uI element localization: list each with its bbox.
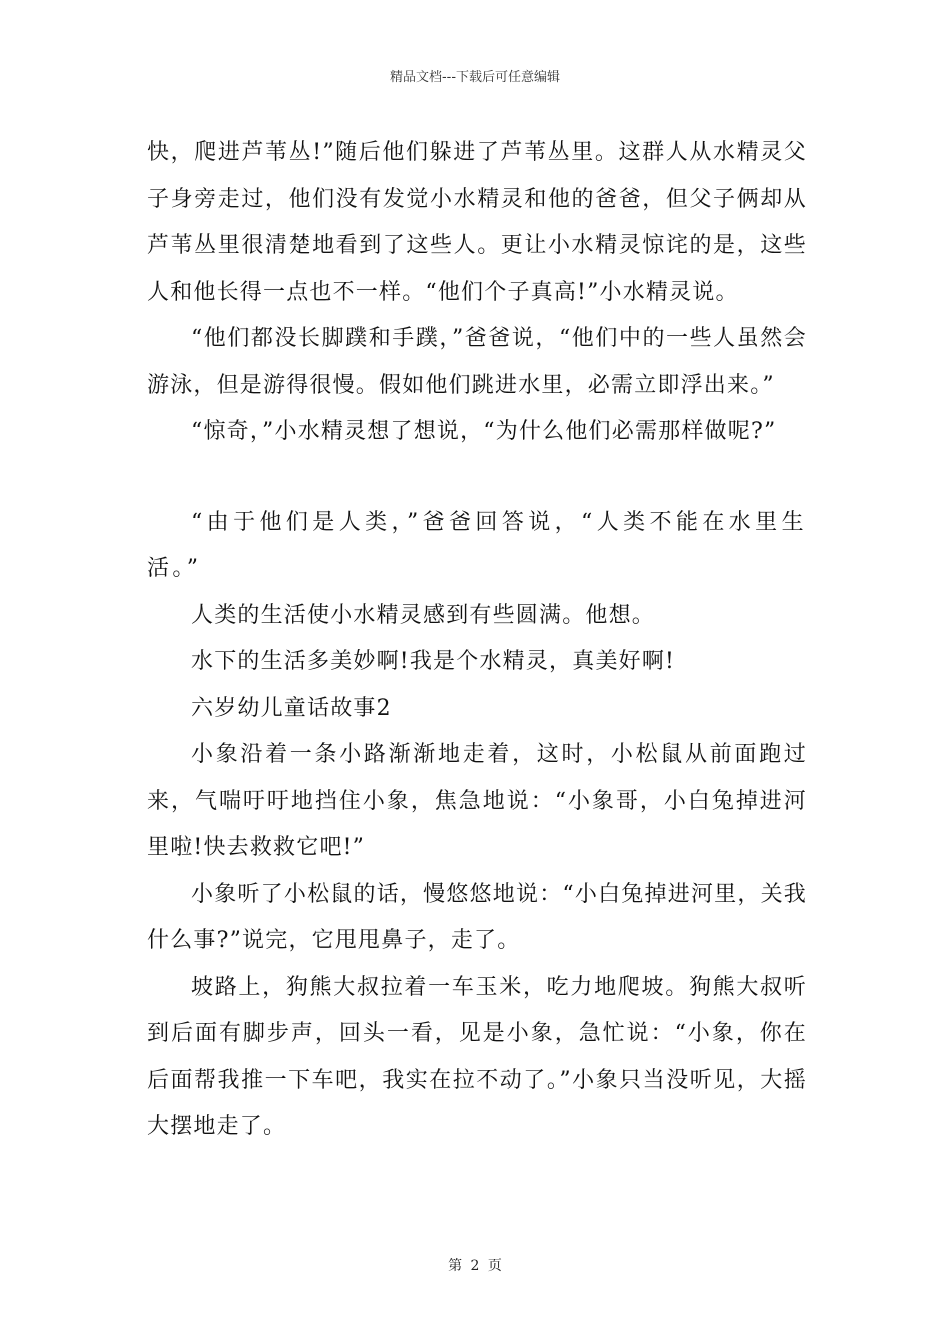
- paragraph-3: “惊奇，”小水精灵想了想说，“为什么他们必需那样做呢?”: [191, 419, 777, 444]
- document-body: [147, 130, 807, 1151]
- paragraph-2: “他们都没长脚蹼和手蹼，”爸爸说，“他们中的一些人虽然会游泳，但是游得很慢。假如他们跳进水里，必需立即浮出来。”: [147, 326, 807, 398]
- paragraph-5: 人类的生活使小水精灵感到有些圆满。他想。: [191, 602, 656, 628]
- section-heading: 六岁幼儿童话故事2: [191, 695, 392, 721]
- paragraph-9: 坡路上，狗熊大叔拉着一车玉米，吃力地爬坡。狗熊大叔听到后面有脚步声，回头一看，见是小象，急忙说：“小象，你在后面帮我推一下车吧，我实在拉不动了。”小象只当没听见，大摇大摆地走了。: [147, 974, 807, 1139]
- paragraph-8: 小象听了小松鼠的话，慢悠悠地说：“小白兔掉进河里，关我什么事?”说完，它甩甩鼻子，走了。: [147, 881, 807, 953]
- paragraph-1: 快，爬进芦苇丛!”随后他们躲进了芦苇丛里。这群人从水精灵父子身旁走过，他们没有发觉小水精灵和他的爸爸，但父子俩却从芦苇丛里很清楚地看到了这些人。更让小水精灵惊诧的是，这些人和他长得一点也不一样。“他们个子真高!”小水精灵说。: [147, 140, 807, 305]
- page-header: 精品文档---下载后可任意编辑: [389, 70, 561, 85]
- paragraph-6: 水下的生活多美妙啊!我是个水精灵，真美好啊!: [191, 649, 676, 674]
- paragraph-7: 小象沿着一条小路渐渐地走着，这时，小松鼠从前面跑过来，气喘吁吁地挡住小象，焦急地说：“小象哥，小白兔掉进河里啦!快去救救它吧!”: [147, 742, 807, 860]
- paragraph-4: “由于他们是人类，”爸爸回答说，“人类不能在水里生活。”: [147, 509, 807, 581]
- page-number: 第 2 页: [448, 1258, 502, 1274]
